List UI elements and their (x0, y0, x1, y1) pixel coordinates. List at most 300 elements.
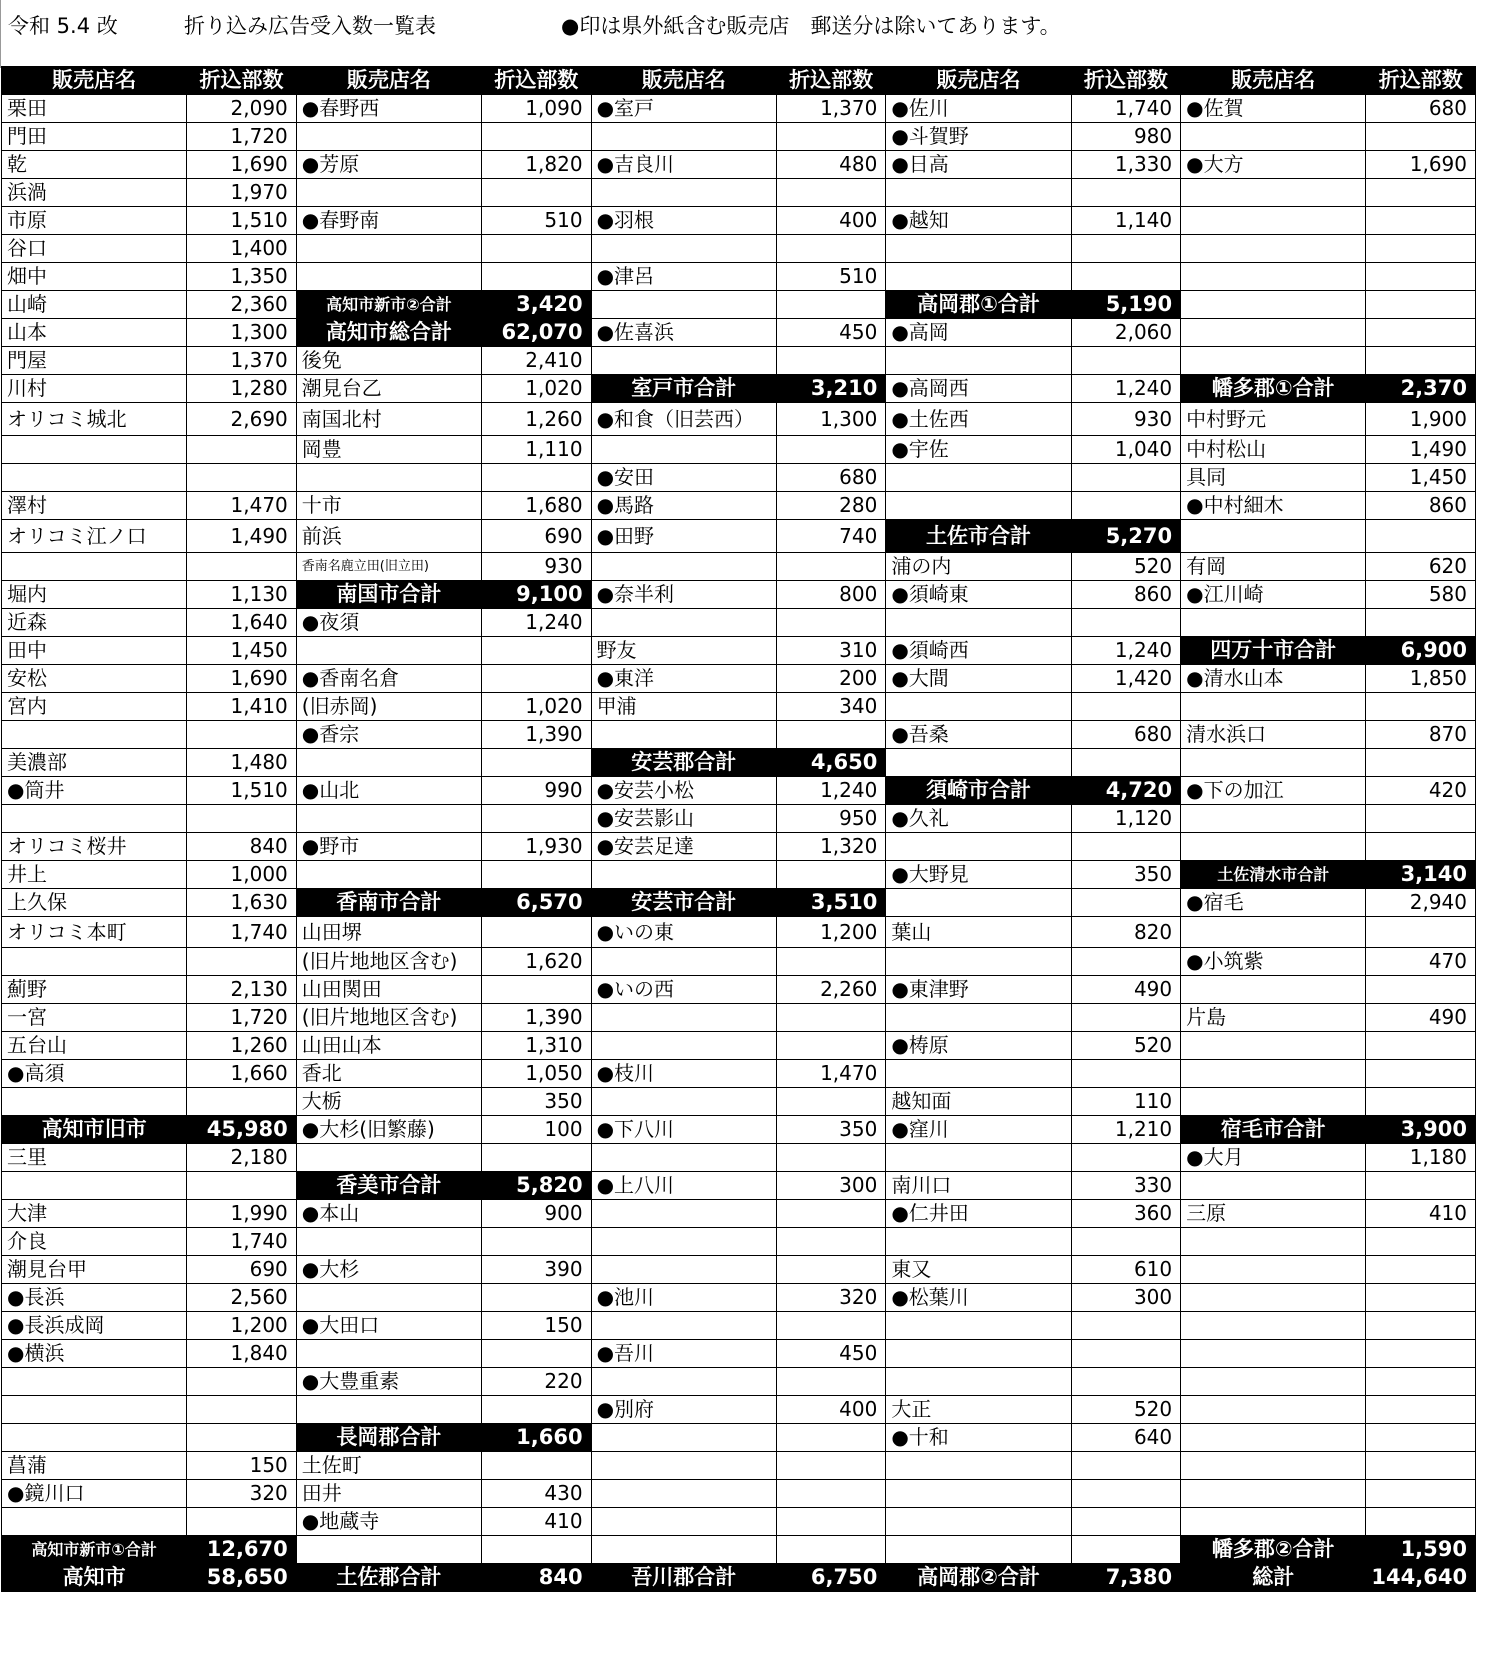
store-name-cell: ●室戸 (591, 95, 776, 123)
store-name-cell: ●田野 (591, 520, 776, 553)
count-cell: 430 (482, 1480, 591, 1508)
count-cell: 520 (1071, 553, 1180, 581)
count-cell: 1,280 (187, 375, 296, 403)
store-name-cell: 近森 (2, 609, 187, 637)
store-name-cell: ●安田 (591, 464, 776, 492)
count-cell: 480 (776, 151, 885, 179)
store-name-cell: ●江川崎 (1181, 581, 1366, 609)
store-name-cell: ●大間 (886, 665, 1071, 693)
store-name-cell (296, 464, 481, 492)
table-row (2, 1172, 1476, 1200)
store-name-cell (1181, 976, 1366, 1004)
count-cell: 580 (1366, 581, 1476, 609)
store-name-cell (886, 833, 1071, 861)
count-cell: 150 (187, 1452, 296, 1480)
store-name-cell (2, 1088, 187, 1116)
count-cell: 320 (776, 1284, 885, 1312)
store-name-cell: 門田 (2, 123, 187, 151)
sheet-title: 折り込み広告受入数一覧表 (184, 14, 436, 38)
count-cell (482, 235, 591, 263)
store-name-cell: 葉山 (886, 917, 1071, 948)
count-cell (776, 609, 885, 637)
store-name-cell (886, 609, 1071, 637)
table-row (2, 235, 1476, 263)
count-cell: 1,020 (482, 693, 591, 721)
table-body (2, 95, 1476, 1592)
count-cell (776, 1200, 885, 1228)
store-name-cell: ●長浜 (2, 1284, 187, 1312)
store-name-cell (1181, 1172, 1366, 1200)
store-name-cell (1181, 833, 1366, 861)
count-cell (482, 665, 591, 693)
subtotal-value: 6,750 (776, 1564, 885, 1592)
store-name-cell (1181, 1312, 1366, 1340)
store-name-cell: 甲浦 (591, 693, 776, 721)
table-row (2, 347, 1476, 375)
table-row (2, 1368, 1476, 1396)
table-row (2, 95, 1476, 123)
store-name-cell (296, 1284, 481, 1312)
count-cell: 1,110 (482, 436, 591, 464)
count-cell: 1,130 (187, 581, 296, 609)
count-cell: 640 (1071, 1424, 1180, 1452)
table-row (2, 1004, 1476, 1032)
store-name-cell (1181, 749, 1366, 777)
store-name-cell: ●東洋 (591, 665, 776, 693)
store-name-cell (1181, 1060, 1366, 1088)
subtotal-value: 1,590 (1366, 1536, 1476, 1564)
store-name-cell: 田中 (2, 637, 187, 665)
store-name-cell (1181, 609, 1366, 637)
store-name-cell: 浜渦 (2, 179, 187, 207)
count-cell: 930 (1071, 403, 1180, 436)
store-name-cell (591, 291, 776, 319)
store-name-cell (886, 235, 1071, 263)
count-cell: 1,900 (1366, 403, 1476, 436)
store-name-cell: ●中村細木 (1181, 492, 1366, 520)
count-cell: 1,240 (776, 777, 885, 805)
store-name-cell (1181, 291, 1366, 319)
store-name-cell (886, 948, 1071, 976)
store-name-cell: オリコミ江ノ口 (2, 520, 187, 553)
count-cell (1366, 1452, 1476, 1480)
table-row (2, 375, 1476, 403)
count-cell (776, 1424, 885, 1452)
store-name-cell (2, 553, 187, 581)
store-name-header: 販売店名 (886, 67, 1071, 95)
count-cell (1071, 1536, 1180, 1564)
count-cell (1366, 1340, 1476, 1368)
count-cell (482, 179, 591, 207)
store-name-cell: 山田関田 (296, 976, 481, 1004)
count-cell (1071, 1060, 1180, 1088)
count-cell (776, 721, 885, 749)
store-name-cell (591, 1088, 776, 1116)
table-row (2, 1340, 1476, 1368)
count-cell: 1,820 (482, 151, 591, 179)
store-name-cell (886, 1508, 1071, 1536)
table-row (2, 291, 1476, 319)
count-cell (1366, 319, 1476, 347)
count-cell: 2,090 (187, 95, 296, 123)
store-name-cell: ●和食（旧芸西） (591, 403, 776, 436)
store-name-cell: ●筒井 (2, 777, 187, 805)
column-header-row (2, 67, 1476, 95)
count-cell: 1,680 (482, 492, 591, 520)
store-name-cell: 山田堺 (296, 917, 481, 948)
store-name-cell: (旧赤岡) (296, 693, 481, 721)
store-name-cell (1181, 123, 1366, 151)
count-cell: 990 (482, 777, 591, 805)
store-name-cell: 乾 (2, 151, 187, 179)
store-name-cell (886, 889, 1071, 917)
store-name-cell: 畑中 (2, 263, 187, 291)
store-name-cell (1181, 319, 1366, 347)
count-cell: 800 (776, 581, 885, 609)
store-name-cell (591, 1144, 776, 1172)
store-name-cell (296, 637, 481, 665)
store-name-cell: 清水浜口 (1181, 721, 1366, 749)
count-cell (776, 1452, 885, 1480)
store-name-cell: ●佐川 (886, 95, 1071, 123)
count-cell (1366, 1424, 1476, 1452)
count-cell: 2,130 (187, 976, 296, 1004)
store-name-cell: ●吉良川 (591, 151, 776, 179)
count-cell: 1,720 (187, 123, 296, 151)
table-row (2, 721, 1476, 749)
store-name-cell (296, 235, 481, 263)
count-cell: 1,370 (776, 95, 885, 123)
store-name-cell (296, 1144, 481, 1172)
table-row (2, 1144, 1476, 1172)
table-row (2, 553, 1476, 581)
store-name-cell (296, 263, 481, 291)
store-name-cell (591, 861, 776, 889)
table-row (2, 693, 1476, 721)
store-name-cell: ●松葉川 (886, 1284, 1071, 1312)
store-name-cell: 大正 (886, 1396, 1071, 1424)
store-name-cell: 潮見台甲 (2, 1256, 187, 1284)
store-name-cell: 薊野 (2, 976, 187, 1004)
count-cell (1071, 889, 1180, 917)
count-cell (776, 948, 885, 976)
store-name-cell (886, 492, 1071, 520)
count-cell: 1,630 (187, 889, 296, 917)
count-cell (1071, 749, 1180, 777)
store-name-cell: 東又 (886, 1256, 1071, 1284)
subtotal-label: 四万十市合計 (1181, 637, 1366, 665)
store-name-cell (2, 721, 187, 749)
store-name-cell: 美濃部 (2, 749, 187, 777)
count-cell: 400 (776, 207, 885, 235)
count-cell: 820 (1071, 917, 1180, 948)
count-cell: 1,300 (776, 403, 885, 436)
count-cell: 1,240 (1071, 375, 1180, 403)
count-cell (776, 1312, 885, 1340)
store-name-cell (591, 235, 776, 263)
subtotal-label: 総計 (1181, 1564, 1366, 1592)
count-cell: 1,040 (1071, 436, 1180, 464)
table-row (2, 805, 1476, 833)
store-name-cell (1181, 1032, 1366, 1060)
store-name-cell: ●馬路 (591, 492, 776, 520)
store-name-cell: ●大豊重素 (296, 1368, 481, 1396)
subtotal-label: 高知市新市①合計 (2, 1536, 187, 1564)
count-cell: 520 (1071, 1032, 1180, 1060)
store-name-header: 販売店名 (296, 67, 481, 95)
store-name-cell (2, 464, 187, 492)
store-name-cell (591, 347, 776, 375)
count-cell: 1,930 (482, 833, 591, 861)
store-name-cell (2, 1508, 187, 1536)
store-name-cell (296, 861, 481, 889)
subtotal-value: 2,370 (1366, 375, 1476, 403)
subtotal-value: 3,420 (482, 291, 591, 319)
count-cell (1366, 609, 1476, 637)
count-cell (1071, 1312, 1180, 1340)
store-name-cell: ●大田口 (296, 1312, 481, 1340)
store-name-cell: ●芳原 (296, 151, 481, 179)
count-cell (482, 1452, 591, 1480)
store-name-cell (1181, 1256, 1366, 1284)
count-cell (482, 1340, 591, 1368)
table-row (2, 520, 1476, 553)
store-name-cell: 香北 (296, 1060, 481, 1088)
count-cell (1366, 833, 1476, 861)
store-name-cell: ●吾桑 (886, 721, 1071, 749)
count-cell (1071, 492, 1180, 520)
count-cell: 1,740 (1071, 95, 1180, 123)
count-cell: 1,740 (187, 917, 296, 948)
store-name-cell: ●いの西 (591, 976, 776, 1004)
subtotal-value: 9,100 (482, 581, 591, 609)
store-name-cell: ●池川 (591, 1284, 776, 1312)
count-cell (1366, 693, 1476, 721)
count-cell: 510 (482, 207, 591, 235)
store-name-cell: ●別府 (591, 1396, 776, 1424)
store-name-cell: ●十和 (886, 1424, 1071, 1452)
store-name-cell (2, 1172, 187, 1200)
store-name-cell (1181, 1480, 1366, 1508)
store-name-cell (1181, 1228, 1366, 1256)
count-cell: 310 (776, 637, 885, 665)
circulation-table (1, 66, 1476, 1592)
count-cell (1366, 749, 1476, 777)
subtotal-value: 58,650 (187, 1564, 296, 1592)
table-row (2, 207, 1476, 235)
store-name-cell: ●本山 (296, 1200, 481, 1228)
subtotal-value: 3,900 (1366, 1116, 1476, 1144)
count-cell: 2,940 (1366, 889, 1476, 917)
count-cell: 1,200 (187, 1312, 296, 1340)
store-name-cell: 上久保 (2, 889, 187, 917)
count-cell (1366, 917, 1476, 948)
subtotal-value: 4,720 (1071, 777, 1180, 805)
count-cell: 1,390 (482, 721, 591, 749)
store-name-cell (591, 1032, 776, 1060)
store-name-cell: 菖蒲 (2, 1452, 187, 1480)
store-name-cell: ●高岡西 (886, 375, 1071, 403)
store-name-cell: ●野市 (296, 833, 481, 861)
table-row (2, 151, 1476, 179)
table-row (2, 1228, 1476, 1256)
store-name-cell: ●佐賀 (1181, 95, 1366, 123)
subtotal-value: 12,670 (187, 1536, 296, 1564)
revision-date: 令和 5.4 改 (8, 14, 118, 38)
count-cell (1071, 1452, 1180, 1480)
count-cell (776, 1004, 885, 1032)
store-name-cell: 山本 (2, 319, 187, 347)
store-name-header: 販売店名 (2, 67, 187, 95)
count-cell: 1,690 (187, 665, 296, 693)
store-name-cell (296, 123, 481, 151)
count-cell: 1,020 (482, 375, 591, 403)
subtotal-value: 5,820 (482, 1172, 591, 1200)
count-cell (776, 436, 885, 464)
store-name-cell (296, 1536, 481, 1564)
store-name-cell: ●清水山本 (1181, 665, 1366, 693)
store-name-cell (1181, 917, 1366, 948)
store-name-cell: 野友 (591, 637, 776, 665)
table-row (2, 403, 1476, 436)
table-row (2, 777, 1476, 805)
count-cell: 610 (1071, 1256, 1180, 1284)
store-name-cell: 片島 (1181, 1004, 1366, 1032)
store-name-cell (296, 179, 481, 207)
subtotal-value: 1,660 (482, 1424, 591, 1452)
count-cell (1366, 263, 1476, 291)
store-name-cell (1181, 235, 1366, 263)
count-cell (776, 347, 885, 375)
subtotal-label: 土佐市合計 (886, 520, 1071, 553)
count-cell (482, 1536, 591, 1564)
count-cell: 490 (1366, 1004, 1476, 1032)
count-cell (1071, 1480, 1180, 1508)
count-cell: 350 (482, 1088, 591, 1116)
store-name-cell: 中村野元 (1181, 403, 1366, 436)
count-cell (776, 235, 885, 263)
count-cell (187, 1088, 296, 1116)
count-cell: 320 (187, 1480, 296, 1508)
store-name-cell (886, 1004, 1071, 1032)
legend-note: ●印は県外紙含む販売店 郵送分は除いてあります。 (561, 14, 1061, 38)
store-name-cell: 前浜 (296, 520, 481, 553)
store-name-cell: 十市 (296, 492, 481, 520)
count-cell (1071, 1508, 1180, 1536)
count-cell (482, 1144, 591, 1172)
count-cell: 330 (1071, 1172, 1180, 1200)
table-row (2, 1088, 1476, 1116)
store-name-cell: ●高須 (2, 1060, 187, 1088)
store-name-cell: ●山北 (296, 777, 481, 805)
store-name-cell (2, 1368, 187, 1396)
count-cell: 1,370 (187, 347, 296, 375)
count-cell (482, 1228, 591, 1256)
count-cell (776, 1228, 885, 1256)
subtotal-label: 高知市旧市 (2, 1116, 187, 1144)
store-name-cell (591, 1256, 776, 1284)
store-name-cell (886, 1480, 1071, 1508)
subtotal-value: 6,900 (1366, 637, 1476, 665)
count-cell (482, 749, 591, 777)
table-row (2, 1032, 1476, 1060)
store-name-cell: オリコミ城北 (2, 403, 187, 436)
store-name-cell (886, 1060, 1071, 1088)
subtotal-label: 南国市合計 (296, 581, 481, 609)
count-cell: 410 (482, 1508, 591, 1536)
count-cell: 870 (1366, 721, 1476, 749)
count-cell: 1,490 (187, 520, 296, 553)
count-cell (482, 976, 591, 1004)
count-cell: 2,560 (187, 1284, 296, 1312)
table-row (2, 1116, 1476, 1144)
count-cell (1071, 833, 1180, 861)
store-name-cell (1181, 207, 1366, 235)
store-name-cell (2, 948, 187, 976)
count-cell (1071, 235, 1180, 263)
store-name-cell: ●安芸小松 (591, 777, 776, 805)
count-cell: 1,330 (1071, 151, 1180, 179)
count-cell (482, 1284, 591, 1312)
count-cell: 200 (776, 665, 885, 693)
subtotal-value: 4,650 (776, 749, 885, 777)
subtotal-label: 高知市 (2, 1564, 187, 1592)
count-cell (1071, 948, 1180, 976)
store-name-header: 販売店名 (1181, 67, 1366, 95)
count-cell: 490 (1071, 976, 1180, 1004)
count-header: 折込部数 (187, 67, 296, 95)
subtotal-value: 7,380 (1071, 1564, 1180, 1592)
store-name-cell (591, 1536, 776, 1564)
count-cell: 690 (187, 1256, 296, 1284)
count-cell: 1,970 (187, 179, 296, 207)
store-name-cell (591, 179, 776, 207)
count-cell: 690 (482, 520, 591, 553)
count-cell (482, 263, 591, 291)
store-name-cell: ●春野南 (296, 207, 481, 235)
table-row (2, 833, 1476, 861)
count-cell (1366, 1256, 1476, 1284)
table-row (2, 1284, 1476, 1312)
store-name-cell: ●小筑紫 (1181, 948, 1366, 976)
count-cell: 1,850 (1366, 665, 1476, 693)
count-cell (1366, 179, 1476, 207)
count-cell: 220 (482, 1368, 591, 1396)
table-row (2, 1200, 1476, 1228)
count-cell: 520 (1071, 1396, 1180, 1424)
count-cell: 2,360 (187, 291, 296, 319)
count-cell (1366, 1368, 1476, 1396)
store-name-cell: ●大杉(旧繁藤) (296, 1116, 481, 1144)
store-name-cell: 井上 (2, 861, 187, 889)
store-name-cell (886, 1340, 1071, 1368)
store-name-cell (591, 1228, 776, 1256)
store-name-cell: 安松 (2, 665, 187, 693)
count-cell: 300 (1071, 1284, 1180, 1312)
store-name-cell: ●久礼 (886, 805, 1071, 833)
count-cell (1366, 1088, 1476, 1116)
count-cell: 1,180 (1366, 1144, 1476, 1172)
store-name-cell: 宮内 (2, 693, 187, 721)
store-name-cell (296, 805, 481, 833)
count-cell (187, 948, 296, 976)
table-row (2, 1312, 1476, 1340)
count-cell: 1,720 (187, 1004, 296, 1032)
store-name-cell (1181, 1396, 1366, 1424)
count-cell: 410 (1366, 1200, 1476, 1228)
store-name-cell: 三里 (2, 1144, 187, 1172)
subtotal-label: 高知市新市②合計 (296, 291, 481, 319)
